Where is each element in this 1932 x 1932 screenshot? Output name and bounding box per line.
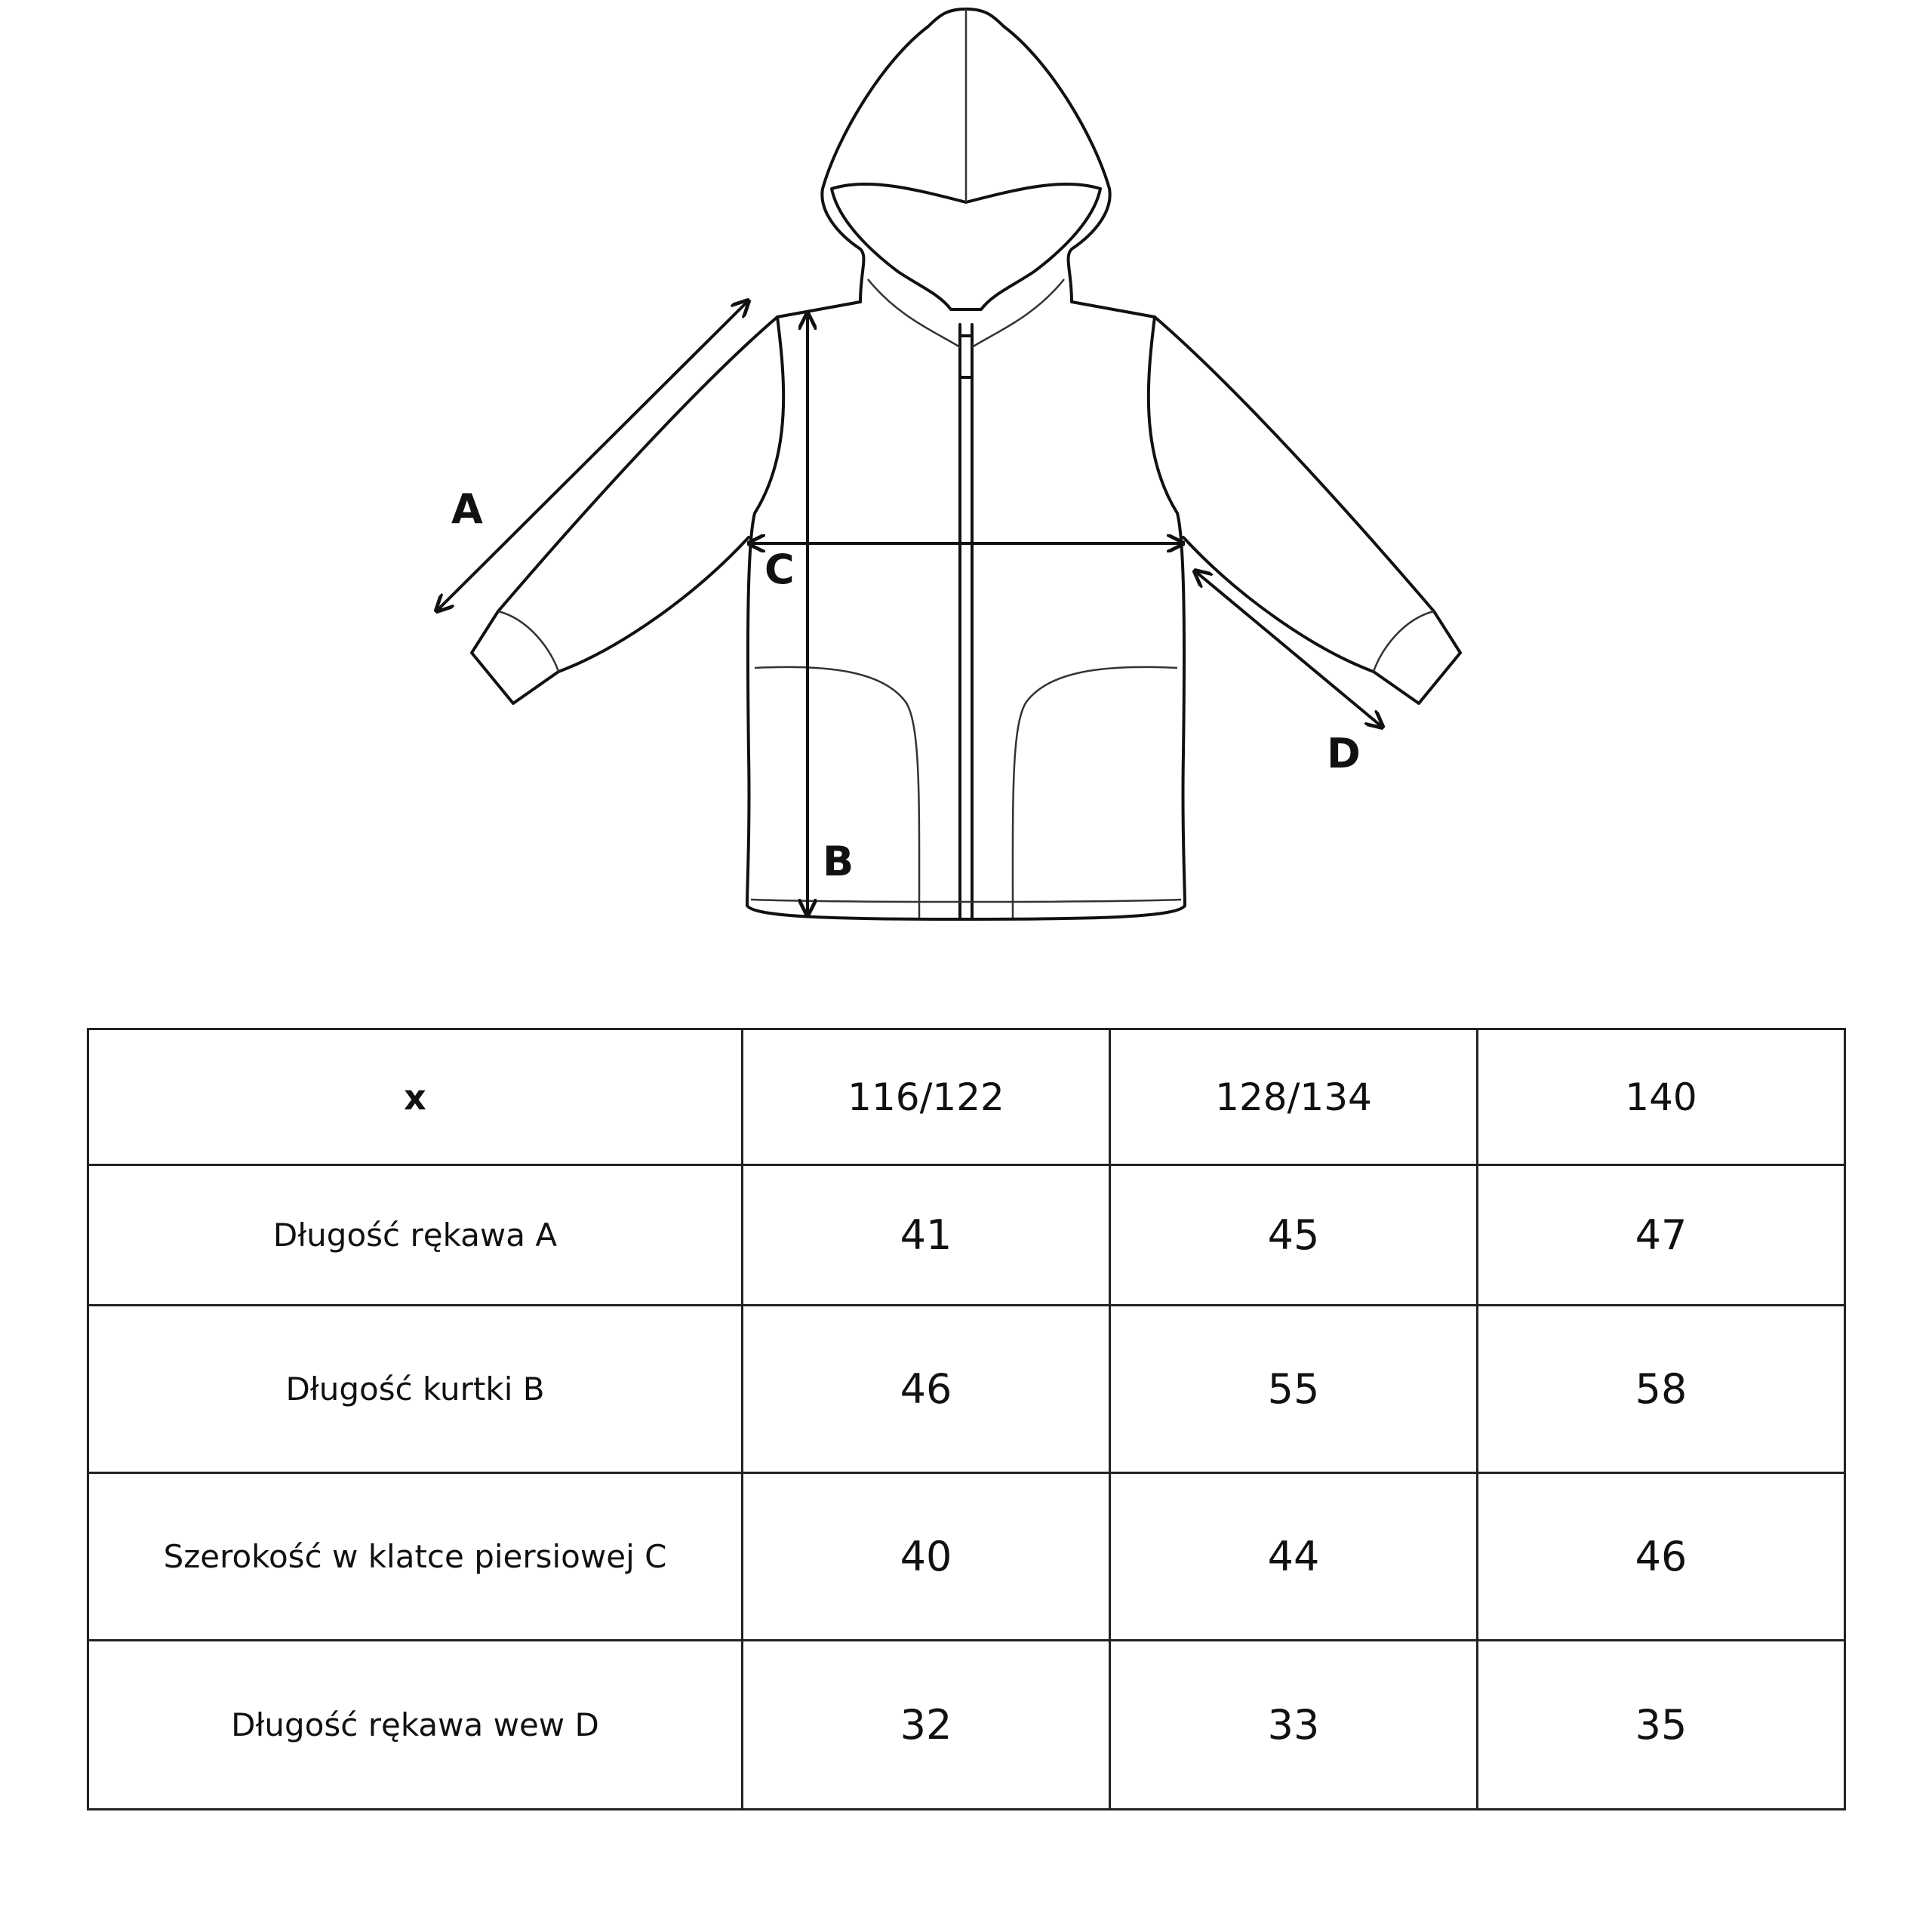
right-pocket (1013, 667, 1177, 918)
size-header: 140 (1478, 1029, 1845, 1165)
row-label: Długość kurtki B (88, 1306, 743, 1473)
table-cell: 55 (1110, 1306, 1478, 1473)
table-cell: 35 (1478, 1641, 1845, 1810)
left-sleeve (472, 317, 777, 703)
table-row (88, 1473, 1845, 1641)
zipper-pull (960, 336, 972, 377)
table-cell: 45 (1110, 1165, 1478, 1306)
zipper (960, 325, 972, 919)
arrow-d (1196, 572, 1381, 726)
size-header: 128/134 (1110, 1029, 1478, 1165)
table-cell: 40 (743, 1473, 1110, 1641)
row-label: Długość rękawa A (88, 1165, 743, 1306)
table-cell: 47 (1478, 1165, 1845, 1306)
hem-line (751, 900, 1181, 902)
label-a: A (451, 485, 483, 533)
table-cell: 46 (743, 1306, 1110, 1473)
row-label: Szerokość w klatce piersiowej C (88, 1473, 743, 1641)
label-c: C (764, 546, 795, 593)
left-cuff-seam (498, 611, 558, 672)
table-cell: 46 (1478, 1473, 1845, 1641)
body-outline (747, 302, 1185, 919)
collar-right (972, 279, 1064, 347)
collar-left (868, 279, 960, 347)
table-cell: 58 (1478, 1306, 1845, 1473)
right-cuff-seam (1374, 611, 1434, 672)
table-row (88, 1306, 1845, 1473)
table-row (88, 1165, 1845, 1306)
arrow-a (438, 302, 747, 610)
size-table (87, 1028, 1846, 1810)
label-b: B (823, 838, 854, 885)
right-sleeve (1155, 317, 1460, 703)
table-cell: 33 (1110, 1641, 1478, 1810)
row-label: Długość rękawa wew D (88, 1641, 743, 1810)
table-cell: 44 (1110, 1473, 1478, 1641)
table-cell: 32 (743, 1641, 1110, 1810)
label-d: D (1327, 730, 1361, 777)
corner-cell: x (88, 1029, 743, 1165)
table-header-row (88, 1029, 1845, 1165)
table-row (88, 1641, 1845, 1810)
size-header: 116/122 (743, 1029, 1110, 1165)
table-cell: 41 (743, 1165, 1110, 1306)
hood-opening (832, 184, 1100, 309)
